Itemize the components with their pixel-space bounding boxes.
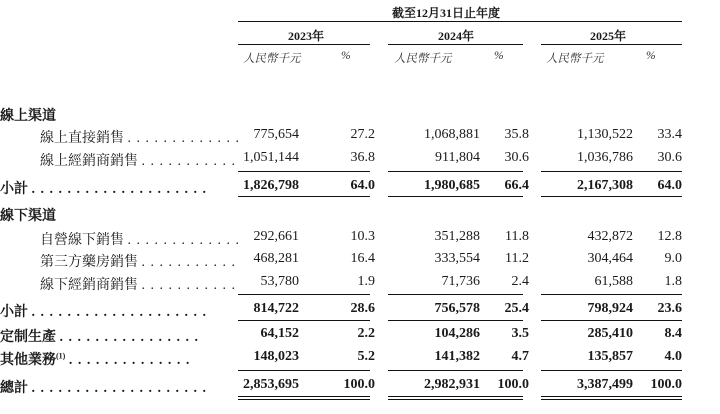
amount-cell: 1,826,798 — [243, 178, 299, 193]
percent-cell: 5.2 — [357, 349, 375, 364]
subtotal-rule-2023 — [238, 294, 370, 295]
footnote-marker: (1) — [56, 351, 66, 361]
percent-cell: 11.2 — [505, 251, 529, 266]
percent-cell: 1.9 — [357, 274, 375, 289]
year-header-2024: 2024年 — [438, 29, 475, 43]
year-rule-2023 — [238, 44, 370, 45]
total-rule-2024 — [388, 370, 523, 371]
row-label: 總計 . . . . . . . . . . . . . . . . . . . . — [0, 381, 207, 396]
amount-cell: 432,872 — [587, 229, 633, 244]
amount-cell: 333,554 — [434, 251, 480, 266]
percent-cell: 4.0 — [664, 349, 682, 364]
unit-amount-2024: 人民幣千元 — [394, 53, 452, 65]
amount-cell: 1,068,881 — [424, 127, 480, 142]
percent-cell: 30.6 — [504, 150, 529, 165]
percent-cell: 35.8 — [504, 127, 529, 142]
amount-cell: 351,288 — [434, 229, 480, 244]
subtotal-underline-2025 — [541, 320, 682, 321]
year-header-2023: 2023年 — [288, 29, 325, 43]
subtotal-rule-2023 — [238, 171, 370, 172]
percent-cell: 100.0 — [343, 377, 375, 392]
subtotal-underline-2024 — [388, 320, 523, 321]
amount-cell: 148,023 — [253, 349, 299, 364]
percent-cell: 64.0 — [657, 178, 682, 193]
amount-cell: 292,661 — [253, 229, 299, 244]
percent-cell: 12.8 — [657, 229, 682, 244]
amount-cell: 2,982,931 — [424, 377, 480, 392]
amount-cell: 53,780 — [260, 274, 299, 289]
amount-cell: 3,387,499 — [577, 377, 633, 392]
percent-cell: 23.6 — [657, 301, 682, 316]
percent-cell: 10.3 — [350, 229, 375, 244]
amount-cell: 911,804 — [435, 150, 480, 165]
percent-cell: 28.6 — [350, 301, 375, 316]
unit-pct-2025: % — [646, 50, 656, 62]
year-header-2025: 2025年 — [590, 29, 627, 43]
row-label: 小計 . . . . . . . . . . . . . . . . . . . . — [0, 305, 207, 320]
unit-amount-2025: 人民幣千元 — [546, 53, 604, 65]
percent-cell: 4.7 — [511, 349, 529, 364]
percent-cell: 30.6 — [657, 150, 682, 165]
subtotal-rule-2024 — [388, 171, 523, 172]
total-double-rule-a — [541, 396, 682, 397]
year-rule-2025 — [541, 44, 682, 45]
unit-amount-2023: 人民幣千元 — [243, 53, 301, 65]
unit-pct-2023: % — [341, 50, 351, 62]
total-double-rule-b — [238, 399, 370, 400]
percent-cell: 1.8 — [664, 274, 682, 289]
amount-cell: 468,281 — [253, 251, 299, 266]
amount-cell: 141,382 — [434, 349, 480, 364]
percent-cell: 2.2 — [357, 326, 375, 341]
amount-cell: 104,286 — [434, 326, 480, 341]
percent-cell: 25.4 — [504, 301, 529, 316]
amount-cell: 64,152 — [260, 326, 299, 341]
year-rule-2024 — [388, 44, 523, 45]
subtotal-rule-2025 — [541, 294, 682, 295]
total-rule-2023 — [238, 370, 370, 371]
amount-cell: 304,464 — [587, 251, 633, 266]
amount-cell: 135,857 — [587, 349, 633, 364]
period-title: 截至12月31日止年度 — [392, 6, 501, 20]
unit-pct-2024: % — [494, 50, 504, 62]
percent-cell: 11.8 — [505, 229, 529, 244]
amount-cell: 2,167,308 — [577, 178, 633, 193]
total-rule-2025 — [541, 370, 682, 371]
percent-cell: 16.4 — [350, 251, 375, 266]
percent-cell: 3.5 — [511, 326, 529, 341]
total-double-rule-b — [541, 399, 682, 400]
header-rule — [238, 21, 682, 22]
percent-cell: 36.8 — [350, 150, 375, 165]
total-double-rule-a — [388, 396, 523, 397]
total-double-rule-a — [238, 396, 370, 397]
subtotal-underline-2023 — [238, 196, 370, 197]
subtotal-rule-2025 — [541, 171, 682, 172]
amount-cell: 756,578 — [434, 301, 480, 316]
row-label: 線下經銷商銷售 . . . . . . . . . . . — [40, 278, 236, 293]
amount-cell: 1,036,786 — [577, 150, 633, 165]
row-label: 線上直接銷售 . . . . . . . . . . . . . — [40, 131, 240, 146]
row-label: 其他業務$^{(1)}$ . . . . . . . . . . . . . . — [0, 351, 191, 368]
amount-cell: 1,130,522 — [577, 127, 633, 142]
row-label: 小計 . . . . . . . . . . . . . . . . . . . . — [0, 182, 207, 197]
amount-cell: 1,051,144 — [243, 150, 299, 165]
row-label: 自營線下銷售 . . . . . . . . . . . . . — [40, 233, 240, 248]
row-label: 定制生產 . . . . . . . . . . . . . . . . — [0, 330, 199, 345]
percent-cell: 100.0 — [497, 377, 529, 392]
amount-cell: 2,853,695 — [243, 377, 299, 392]
row-label: 線上經銷商銷售 . . . . . . . . . . . — [40, 154, 236, 169]
total-double-rule-b — [388, 399, 523, 400]
percent-cell: 64.0 — [350, 178, 375, 193]
amount-cell: 814,722 — [253, 301, 299, 316]
subtotal-underline-2024 — [388, 196, 523, 197]
subtotal-underline-2025 — [541, 196, 682, 197]
section-online-channel: 線上渠道 — [0, 109, 56, 124]
percent-cell: 27.2 — [350, 127, 375, 142]
subtotal-underline-2023 — [238, 320, 370, 321]
amount-cell: 798,924 — [587, 301, 633, 316]
percent-cell: 33.4 — [657, 127, 682, 142]
percent-cell: 66.4 — [504, 178, 529, 193]
amount-cell: 71,736 — [441, 274, 480, 289]
percent-cell: 9.0 — [664, 251, 682, 266]
percent-cell: 8.4 — [664, 326, 682, 341]
row-label: 第三方藥房銷售 . . . . . . . . . . . — [40, 255, 236, 270]
amount-cell: 61,588 — [594, 274, 633, 289]
amount-cell: 775,654 — [253, 127, 299, 142]
percent-cell: 100.0 — [650, 377, 682, 392]
amount-cell: 285,410 — [587, 326, 633, 341]
percent-cell: 2.4 — [511, 274, 529, 289]
amount-cell: 1,980,685 — [424, 178, 480, 193]
subtotal-rule-2024 — [388, 294, 523, 295]
section-offline-channel: 線下渠道 — [0, 209, 56, 224]
